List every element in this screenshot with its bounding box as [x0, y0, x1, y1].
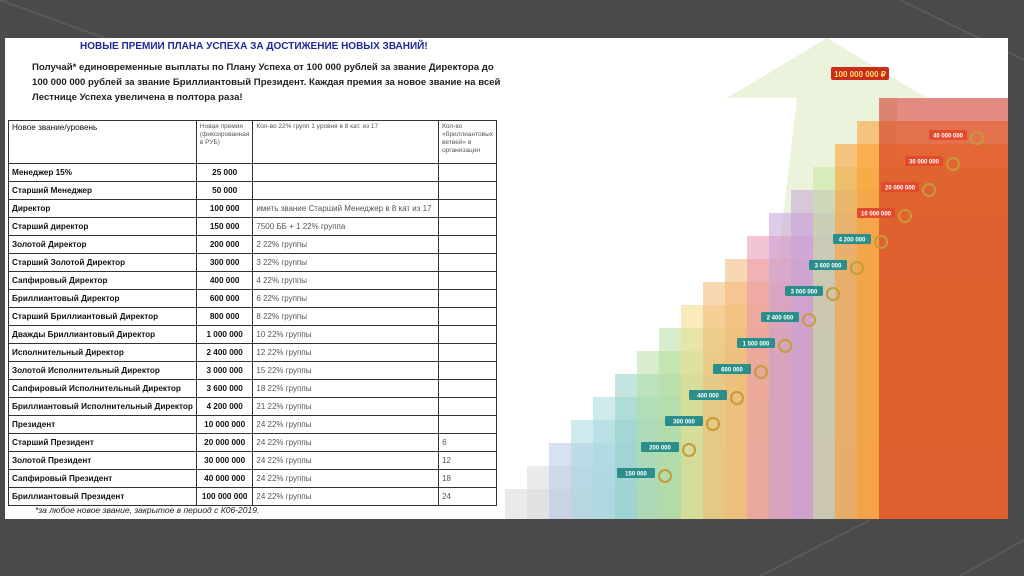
table-cell-groups: 24 22% группы: [253, 452, 439, 470]
step-price-label: 1 500 000: [742, 341, 770, 348]
table-cell-branches: [439, 290, 497, 308]
step-price-label: 3 000 000: [790, 289, 818, 296]
table-row: [9, 254, 497, 272]
table-cell-groups: 6 22% группы: [253, 290, 439, 308]
header-rank: Новое звание/уровень: [9, 121, 197, 164]
table-cell-rank: Исполнительный Директор: [9, 344, 197, 362]
table-cell-prize: 100 000: [196, 200, 252, 218]
table-cell-branches: [439, 200, 497, 218]
table-row: [9, 218, 497, 236]
table-row: [9, 326, 497, 344]
table-cell-prize: 30 000 000: [196, 452, 252, 470]
table-cell-groups: 24 22% группы: [253, 434, 439, 452]
table-cell-rank: Бриллиантовый Президент: [9, 488, 197, 506]
table-body: [9, 164, 497, 506]
table-cell-rank: Золотой Президент: [9, 452, 197, 470]
table-cell-prize: 3 600 000: [196, 380, 252, 398]
table-cell-groups: 24 22% группы: [253, 470, 439, 488]
table-cell-branches: [439, 308, 497, 326]
table-cell-rank: Дважды Бриллиантовый Директор: [9, 326, 197, 344]
table-cell-rank: Бриллиантовый Исполнительный Директор: [9, 398, 197, 416]
table-cell-rank: Директор: [9, 200, 197, 218]
table-cell-prize: 600 000: [196, 290, 252, 308]
table-cell-rank: Менеджер 15%: [9, 164, 197, 182]
footnote: *за любое новое звание, закрытое в период с К06-2019.: [35, 505, 260, 515]
table-cell-branches: [439, 326, 497, 344]
table-cell-groups: 18 22% группы: [253, 380, 439, 398]
table-cell-groups: 24 22% группы: [253, 416, 439, 434]
step-price-label: 10 000 000: [860, 211, 892, 218]
top-prize-label: 100 000 000 ₽: [834, 70, 886, 79]
table-cell-branches: [439, 344, 497, 362]
table-cell-branches: [439, 398, 497, 416]
table-cell-branches: [439, 236, 497, 254]
slide: [5, 38, 1008, 519]
table-cell-groups: 2 22% группы: [253, 236, 439, 254]
table-cell-groups: 21 22% группы: [253, 398, 439, 416]
table-header-row: [9, 121, 497, 164]
table-cell-groups: 15 22% группы: [253, 362, 439, 380]
table-cell-prize: 150 000: [196, 218, 252, 236]
step-price-label: 30 000 000: [908, 159, 940, 166]
table-cell-prize: 800 000: [196, 308, 252, 326]
table-cell-rank: Президент: [9, 416, 197, 434]
table-cell-prize: 25 000: [196, 164, 252, 182]
table-cell-rank: Сапфировый Директор: [9, 272, 197, 290]
table-row: [9, 344, 497, 362]
step-price-label: 300 000: [673, 419, 695, 426]
table-cell-groups: иметь звание Старший Менеджер в 8 кат из 17: [253, 200, 439, 218]
table-row: [9, 182, 497, 200]
table-cell-rank: Сапфировый Президент: [9, 470, 197, 488]
table-cell-prize: 300 000: [196, 254, 252, 272]
table-cell-groups: 3 22% группы: [253, 254, 439, 272]
table-cell-branches: [439, 182, 497, 200]
table-cell-rank: Старший Менеджер: [9, 182, 197, 200]
table-cell-branches: 24: [439, 488, 497, 506]
table-row: [9, 236, 497, 254]
table-row: [9, 200, 497, 218]
table-cell-prize: 40 000 000: [196, 470, 252, 488]
table-cell-groups: 4 22% группы: [253, 272, 439, 290]
table-cell-prize: 100 000 000: [196, 488, 252, 506]
header-branches: Кол-во «бриллиантовых ветвей» в организации: [439, 121, 497, 164]
table-row: [9, 434, 497, 452]
table-cell-rank: Старший директор: [9, 218, 197, 236]
step-price-label: 3 600 000: [814, 263, 842, 270]
table-cell-branches: 12: [439, 452, 497, 470]
table-row: [9, 398, 497, 416]
ladder-steps: [505, 98, 1008, 519]
table-row: [9, 488, 497, 506]
table-cell-prize: 50 000: [196, 182, 252, 200]
step-price-label: 20 000 000: [884, 185, 916, 192]
table-row: [9, 416, 497, 434]
table-cell-rank: Золотой Директор: [9, 236, 197, 254]
table-cell-rank: Старший Бриллиантовый Директор: [9, 308, 197, 326]
table-cell-groups: [253, 182, 439, 200]
table-cell-prize: 4 200 000: [196, 398, 252, 416]
step-price-label: 2 400 000: [766, 315, 794, 322]
step-price-label: 40 000 000: [932, 133, 964, 140]
table-cell-prize: 200 000: [196, 236, 252, 254]
table-cell-prize: 20 000 000: [196, 434, 252, 452]
table-row: [9, 362, 497, 380]
slide-title: НОВЫЕ ПРЕМИИ ПЛАНА УСПЕХА ЗА ДОСТИЖЕНИЕ НОВЫХ ЗВАНИЙ!: [80, 41, 428, 52]
table-cell-prize: 1 000 000: [196, 326, 252, 344]
slide-subtitle: Получай* единовременные выплаты по Плану Успеха от 100 000 рублей за звание Директора до 100 000 000 рублей за звание Бриллиантовый Президент. Каждая премия за новое звание на всей Лестнице Успеха увеличена в полтора раза!: [32, 62, 501, 103]
table-row: [9, 308, 497, 326]
table-cell-groups: 12 22% группы: [253, 344, 439, 362]
step-price-label: 400 000: [697, 393, 719, 400]
table-cell-prize: 2 400 000: [196, 344, 252, 362]
table-cell-rank: Бриллиантовый Директор: [9, 290, 197, 308]
table-cell-prize: 400 000: [196, 272, 252, 290]
table-row: [9, 452, 497, 470]
table-cell-rank: Сапфировый Исполнительный Директор: [9, 380, 197, 398]
table-cell-groups: [253, 164, 439, 182]
header-groups: Кол-во 22% групп 1 уровня в 8 кат. из 17: [253, 121, 439, 164]
table-cell-groups: 10 22% группы: [253, 326, 439, 344]
success-ladder-illustration: [497, 38, 1008, 519]
table-row: [9, 380, 497, 398]
table-cell-branches: [439, 416, 497, 434]
table-row: [9, 164, 497, 182]
header-prize: Новая премия (фиксированная в РУБ): [196, 121, 252, 164]
table-cell-branches: [439, 272, 497, 290]
rank-prize-table: [8, 120, 497, 506]
table-cell-prize: 10 000 000: [196, 416, 252, 434]
step-price-label: 600 000: [721, 367, 743, 374]
table-cell-rank: Старший Золотой Директор: [9, 254, 197, 272]
table-cell-branches: [439, 380, 497, 398]
table-cell-branches: [439, 218, 497, 236]
table-cell-groups: 8 22% группы: [253, 308, 439, 326]
table-cell-branches: 6: [439, 434, 497, 452]
table-row: [9, 470, 497, 488]
step-price-label: 200 000: [649, 445, 671, 452]
table-cell-groups: 24 22% группы: [253, 488, 439, 506]
table-cell-branches: 18: [439, 470, 497, 488]
ladder-step: [879, 98, 1008, 519]
table-cell-prize: 3 000 000: [196, 362, 252, 380]
table-cell-branches: [439, 362, 497, 380]
step-price-label: 150 000: [625, 471, 647, 478]
table-cell-rank: Старший Президент: [9, 434, 197, 452]
table-cell-branches: [439, 164, 497, 182]
table-row: [9, 272, 497, 290]
table-cell-branches: [439, 254, 497, 272]
table-cell-groups: 7500 ББ + 1 22% группа: [253, 218, 439, 236]
table-cell-rank: Золотой Исполнительный Директор: [9, 362, 197, 380]
step-price-label: 4 200 000: [838, 237, 866, 244]
table-row: [9, 290, 497, 308]
